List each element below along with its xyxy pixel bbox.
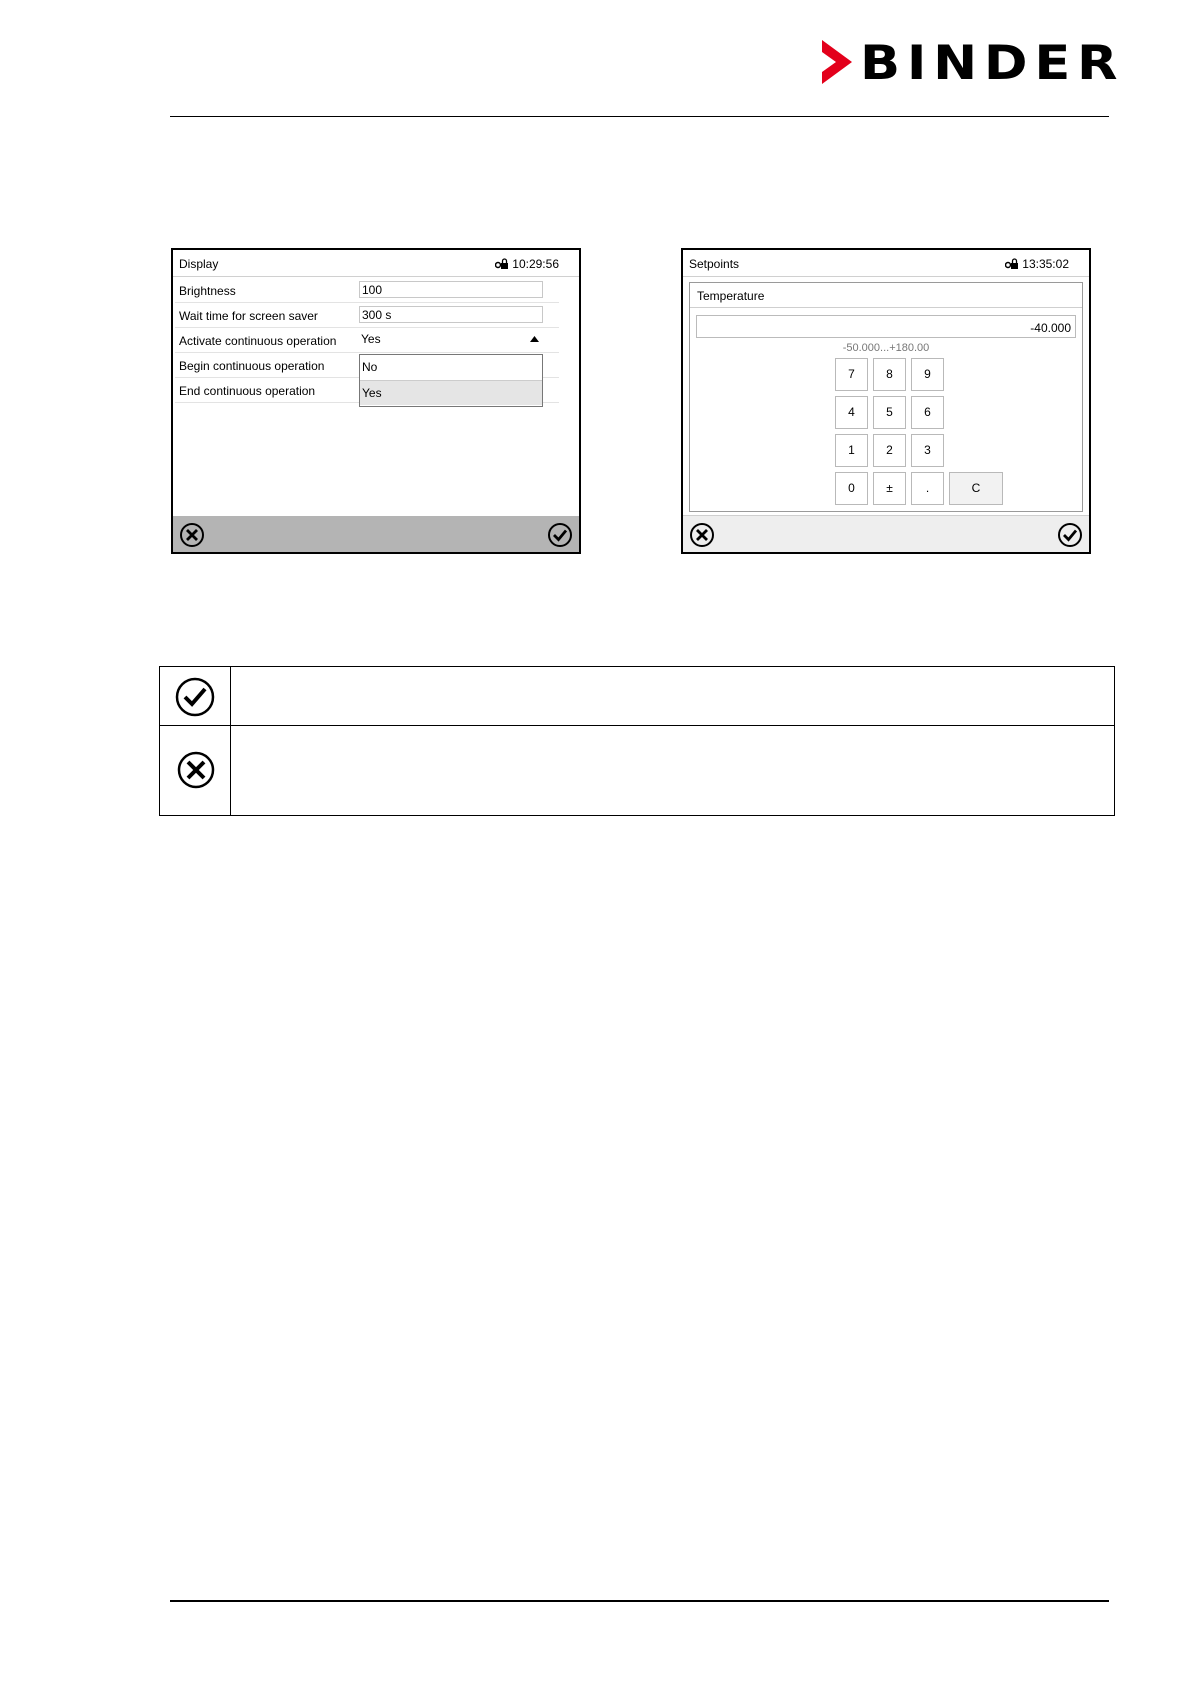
display-screen: [171, 248, 581, 554]
table-divider: [230, 667, 231, 815]
continuous-operation-select[interactable]: [359, 331, 543, 348]
screen-title: Display: [179, 257, 219, 271]
settings-row-continuous-operation[interactable]: [175, 328, 559, 353]
lock-icon: [495, 258, 509, 270]
key-9[interactable]: 9: [911, 358, 944, 391]
confirm-icon[interactable]: [1057, 522, 1083, 548]
setpoints-screen: [681, 248, 1091, 554]
lock-icon: [1005, 258, 1019, 270]
key-plus-minus[interactable]: ±: [873, 472, 906, 505]
row-label: Brightness: [179, 284, 236, 298]
screen-title: Setpoints: [689, 257, 740, 271]
key-clear[interactable]: C: [949, 472, 1003, 505]
settings-row-screen-saver[interactable]: [175, 303, 559, 328]
range-hint: -50.000...+180.00: [842, 342, 930, 354]
key-4[interactable]: 4: [835, 396, 868, 429]
temperature-value-input[interactable]: -40.000: [696, 315, 1076, 338]
clock-time: 10:29:56: [512, 257, 559, 271]
dropdown-option-no[interactable]: No: [362, 360, 378, 374]
table-divider: [160, 725, 1114, 726]
key-6[interactable]: 6: [911, 396, 944, 429]
screen-saver-input[interactable]: 300 s: [359, 306, 543, 323]
dropdown-list: [359, 354, 543, 407]
row-label: Wait time for screen saver: [179, 309, 318, 323]
key-8[interactable]: 8: [873, 358, 906, 391]
key-0[interactable]: 0: [835, 472, 868, 505]
dropdown-option-yes[interactable]: Yes: [360, 380, 542, 405]
header-rule: [170, 116, 1109, 117]
row-label: Activate continuous operation: [179, 334, 337, 348]
screen-header: [683, 250, 1089, 277]
key-5[interactable]: 5: [873, 396, 906, 429]
binder-logo-mark-icon: [820, 38, 856, 86]
cancel-icon[interactable]: [179, 522, 205, 548]
icon-legend-table: [159, 666, 1115, 816]
key-1[interactable]: 1: [835, 434, 868, 467]
key-decimal[interactable]: .: [911, 472, 944, 505]
settings-row-brightness[interactable]: [175, 278, 559, 303]
row-label: Begin continuous operation: [179, 359, 325, 373]
confirm-icon: [174, 676, 216, 718]
dialog-title-text: Temperature: [697, 289, 765, 303]
screen-footer: [683, 515, 1089, 552]
clock: [1005, 257, 1069, 271]
select-value: Yes: [361, 332, 381, 346]
confirm-icon[interactable]: [547, 522, 573, 548]
screen-footer: [173, 516, 579, 552]
triangle-up-icon[interactable]: [530, 336, 539, 342]
temperature-dialog: [689, 282, 1083, 512]
dialog-title: [690, 283, 1082, 308]
cancel-icon[interactable]: [689, 522, 715, 548]
key-7[interactable]: 7: [835, 358, 868, 391]
screen-header: [173, 250, 579, 277]
footer-rule: [170, 1600, 1109, 1602]
clock: [495, 257, 559, 271]
brightness-input[interactable]: 100: [359, 281, 543, 298]
clock-time: 13:35:02: [1022, 257, 1069, 271]
row-label: End continuous operation: [179, 384, 316, 398]
key-2[interactable]: 2: [873, 434, 906, 467]
key-3[interactable]: 3: [911, 434, 944, 467]
binder-logo: [820, 36, 1125, 91]
cancel-icon: [176, 750, 216, 790]
brand-name: BINDER: [860, 36, 1125, 91]
